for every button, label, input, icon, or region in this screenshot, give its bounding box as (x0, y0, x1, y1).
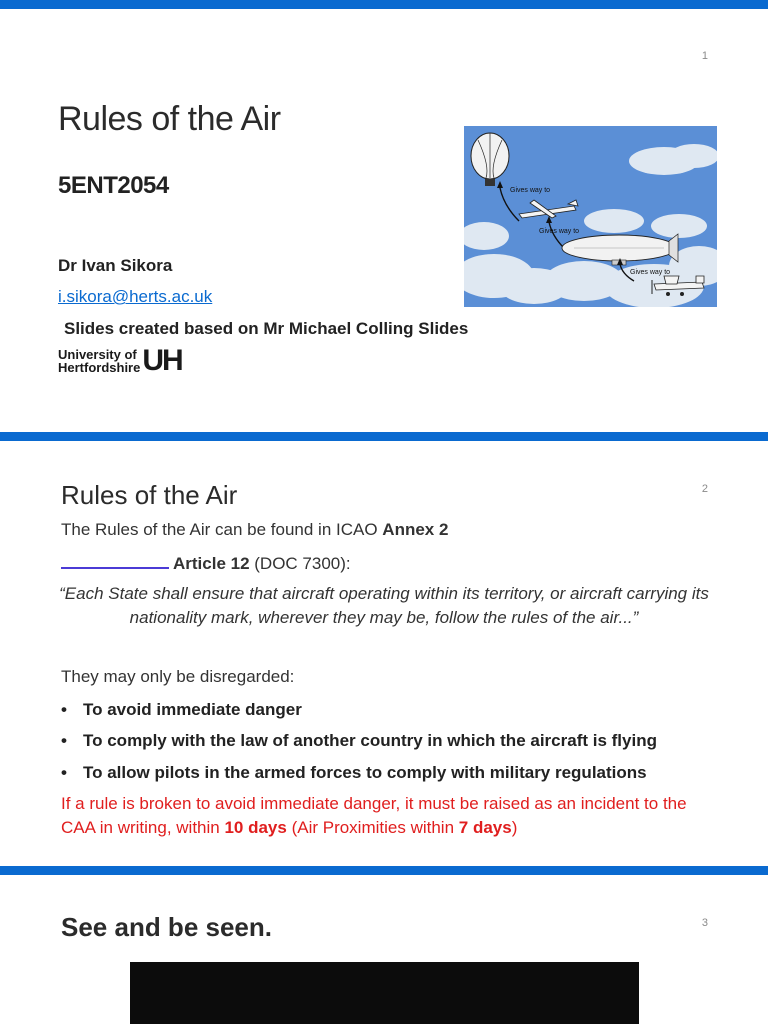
disregard-intro: They may only be disregarded: (61, 667, 295, 686)
label-1: Gives way to (510, 187, 551, 194)
video-frame[interactable] (130, 962, 639, 1024)
logo-mark: UH (142, 344, 182, 377)
slide-top-bar (0, 0, 768, 9)
page-number: 1 (701, 50, 708, 62)
slide-top-bar (0, 866, 768, 875)
logo-line-1: University of (58, 347, 137, 362)
article-line (61, 551, 351, 574)
email-link[interactable]: i.sikora@herts.ac.uk (58, 287, 213, 306)
incident-warning: If a rule is broken to avoid immediate danger, it must be raised as an incident to the CAA in writing, within 10 days (Air Proximities within 7 days) (61, 794, 687, 837)
right-of-way-illustration (464, 126, 717, 307)
disregard-list (61, 694, 657, 789)
intro-text: The Rules of the Air can be found in ICAO (61, 520, 383, 539)
label-2: Gives way to (539, 228, 580, 235)
fill-in-blank (61, 551, 169, 569)
slide-2 (0, 432, 768, 866)
list-item: • To comply with the law of another country in which the aircraft is flying (61, 731, 657, 751)
page-number: 2 (701, 483, 708, 495)
list-item: • To avoid immediate danger (61, 699, 302, 719)
slide-3 (0, 866, 768, 1024)
label-3: Gives way to (630, 269, 671, 276)
list-item: • To allow pilots in the armed forces to comply with military regulations (61, 762, 647, 782)
icao-quote: “Each State shall ensure that aircraft operating within its territory, or aircraft carrying its nationality mark, wherever they may be, follow the rules of the air...” (59, 584, 709, 627)
page-number: 3 (701, 917, 708, 929)
university-logo (58, 346, 182, 376)
article-reference: Article 12 (173, 554, 250, 573)
logo-line-2: Hertfordshire (58, 360, 141, 375)
course-code: 5ENT2054 (58, 172, 169, 199)
slide-credit: Slides created based on Mr Michael Colling Slides (64, 319, 469, 338)
slide-title: See and be seen. (61, 912, 272, 942)
slide-top-bar (0, 432, 768, 441)
author-name: Dr Ivan Sikora (58, 256, 173, 275)
slide-title: Rules of the Air (61, 480, 238, 510)
doc-reference: (DOC 7300): (249, 554, 351, 573)
intro-line (61, 520, 448, 540)
slide-1 (0, 0, 768, 432)
slide-title: Rules of the Air (58, 100, 281, 138)
annex-reference: Annex 2 (382, 520, 449, 539)
